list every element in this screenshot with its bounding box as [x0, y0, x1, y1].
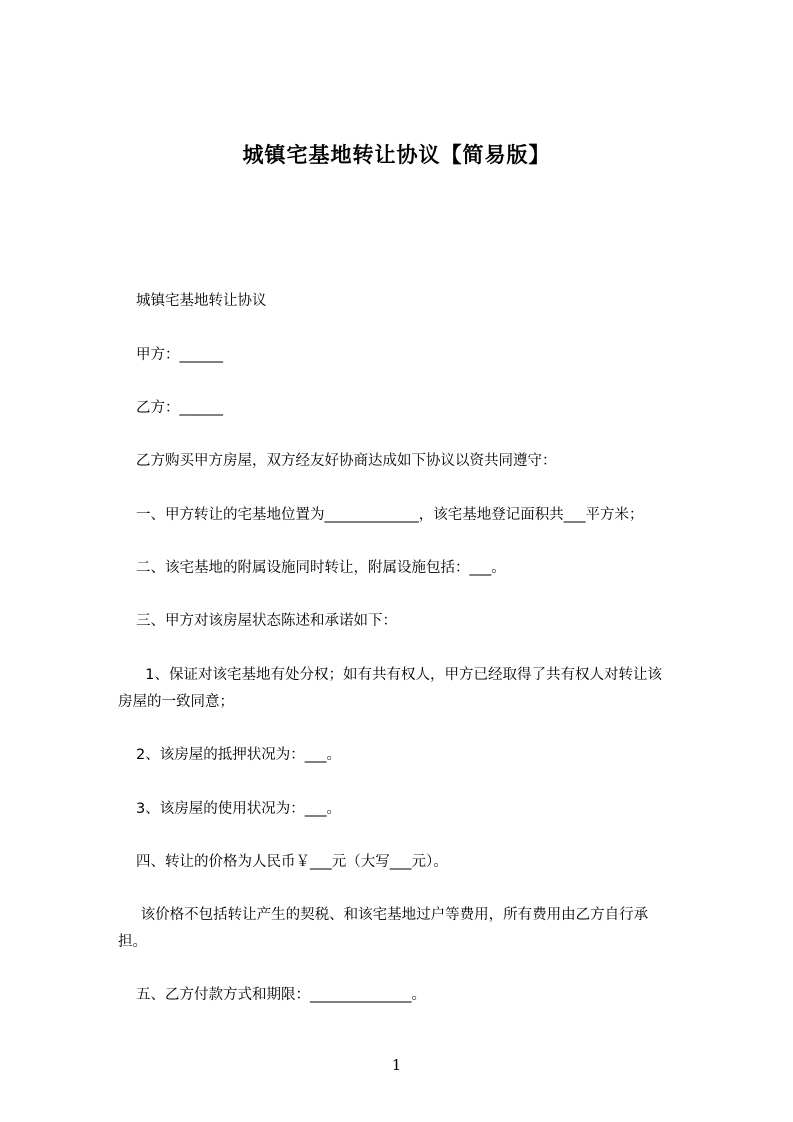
party-a-line: 甲方：______: [136, 347, 223, 363]
document-title: 城镇宅基地转让协议【简易版】: [242, 143, 551, 167]
clause-3-item-1-cont: 房屋的一致同意；: [118, 694, 234, 710]
clause-1: 一、甲方转让的宅基地位置为_____________，该宅基地登记面积共___平方米；: [136, 507, 644, 523]
clause-3-item-3: 3、该房屋的使用状况为：___。: [136, 801, 341, 817]
clause-2: 二、该宅基地的附属设施同时转让，附属设施包括：___。: [136, 560, 506, 576]
clause-4: 四、转让的价格为人民币￥___元（大写___元）。: [136, 854, 448, 870]
clause-4-note: 该价格不包括转让产生的契税、和该宅基地过户等费用，所有费用由乙方自行承: [136, 907, 649, 923]
party-b-line: 乙方：______: [136, 400, 223, 416]
clause-3-item-2: 2、该房屋的抵押状况为：___。: [136, 747, 341, 763]
clause-5: 五、乙方付款方式和期限：______________。: [136, 987, 426, 1003]
subtitle: 城镇宅基地转让协议: [136, 293, 267, 309]
preamble: 乙方购买甲方房屋，双方经友好协商达成如下协议以资共同遵守：: [136, 453, 557, 469]
page-number: 1: [391, 1056, 402, 1074]
clause-3-item-1: 1、保证对该宅基地有处分权；如有共有权人，甲方已经取得了共有权人对转让该: [136, 667, 662, 683]
clause-3: 三、甲方对该房屋状态陈述和承诺如下：: [136, 613, 397, 629]
clause-4-note-cont: 担。: [118, 934, 147, 950]
